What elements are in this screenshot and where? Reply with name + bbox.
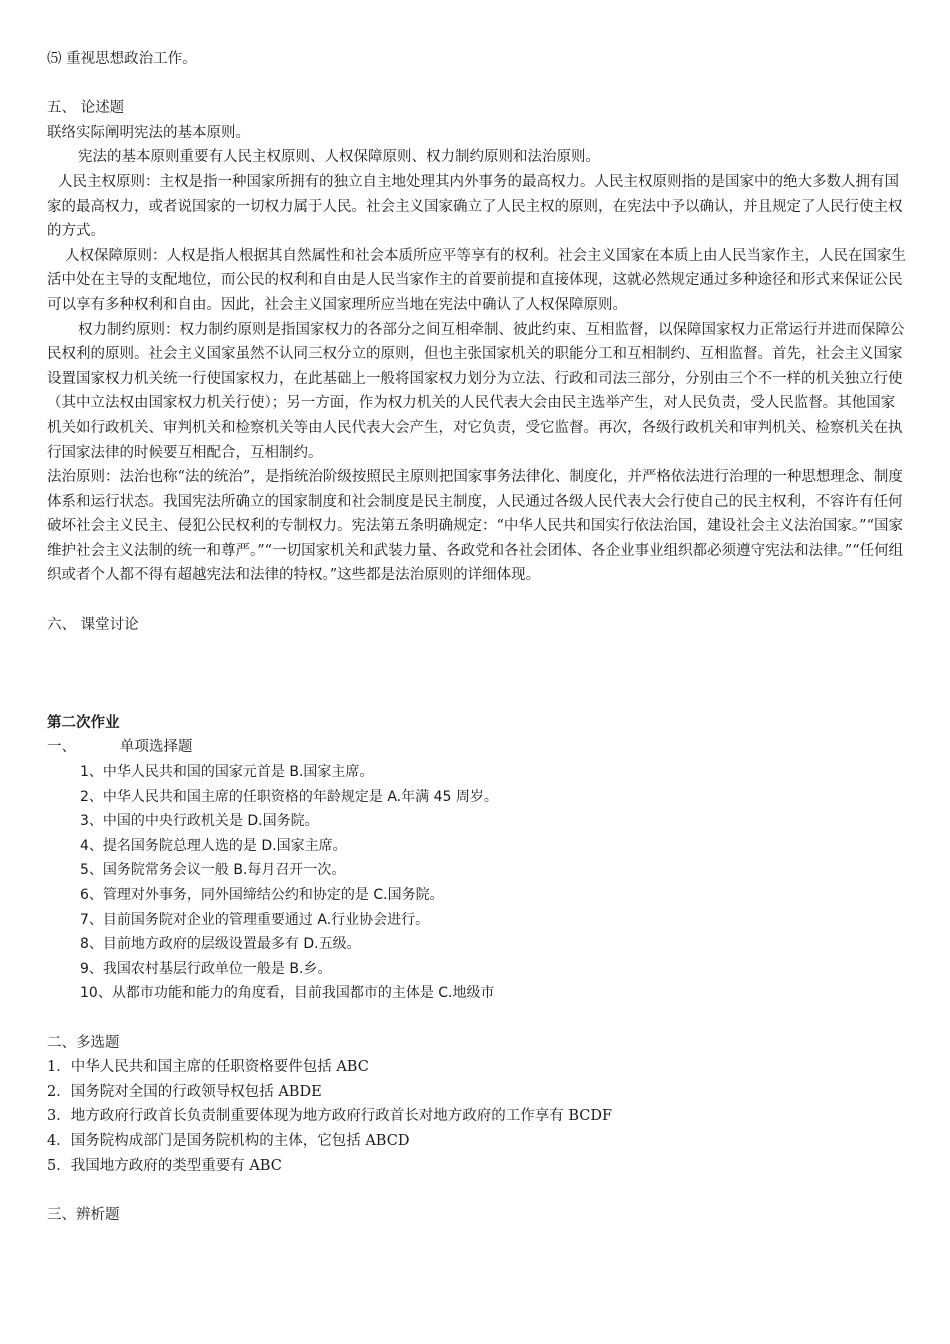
list-item: 5、国务院常务会议一般 B.每月召开一次。: [80, 862, 346, 879]
paragraph-human-rights: 人权保障原则：人权是指人根据其自然属性和社会本质所应平等享有的权利。社会主义国家在本质上由人民当家作主，人民在国家生活中处在主导的支配地位，而公民的权利和自由是人民当家作主的首要前提和直接体现，这就必然规定通过多种途径和形式来保证公民可以享有多种权利和自由。因此，社会主义国家理所应当地在宪法中确认了人权保障原则。: [47, 247, 906, 313]
multi-choice-heading: 二、多选题: [47, 1034, 120, 1051]
list-item: 1．中华人民共和国主席的任职资格要件包括 ABC: [47, 1059, 369, 1076]
list-item: 6、管理对外事务，同外国缔结公约和协定的是 C.国务院。: [80, 887, 444, 903]
list-item: 7、目前国务院对企业的管理重要通过 A.行业协会进行。: [80, 911, 430, 928]
list-item: 3、中国的中央行政机关是 D.国务院。: [80, 813, 319, 830]
homework-2-title: 第二次作业: [47, 713, 120, 731]
prev-section-last-item: ⑸ 重视思想政治工作。: [47, 51, 197, 67]
essay-question: 联络实际阐明宪法的基本原则。: [47, 124, 250, 141]
list-item: 5．我国地方政府的类型重要有 ABC: [47, 1157, 282, 1174]
paragraph-checks-balances: 权力制约原则：权力制约原则是指国家权力的各部分之间互相牵制、彼此约束、互相监督，以保障国家权力正常运行并进而保障公民权利的原则。社会主义国家虽然不认同三权分立的原则，但也主张国家机关的职能分工和互相制约、互相监督。首先，社会主义国家设置国家权力机关统一行使国家权力，在此基础上一般将国家权力划分为立法、行政和司法三部分，分别由三个不一样的机关独立行使（其中立法权由国家权力机关行使）；另一方面，作为权力机关的人民代表大会由民主选举产生，对人民负责，受人民监督。其他国家机关如行政机关、审判机关和检察机关等由人民代表大会产生，对它负责，受它监督。再次，各级行政机关和审判机关、检察机关在执行国家法律的时候要互相配合，互相制约。: [47, 321, 905, 461]
document-body: [47, 47, 907, 1227]
list-item: 2、中华人民共和国主席的任职资格的年龄规定是 A.年满 45 周岁。: [80, 788, 498, 805]
paragraph-popular-sovereignty: 人民主权原则：主权是指一种国家所拥有的独立自主地处理其内外事务的最高权力。人民主权原则指的是国家中的绝大多数人拥有国家的最高权力，或者说国家的一切权力属于人民。社会主义国家确立了人民主权的原则，在宪法中予以确认，并且规定了人民行使主权的方式。: [47, 173, 903, 240]
list-item: 2．国务院对全国的行政领导权包括 ABDE: [47, 1083, 322, 1100]
list-item: 9、我国农村基层行政单位一般是 B.乡。: [80, 960, 332, 977]
essay-heading: 五、 论述题: [47, 100, 125, 117]
list-item: 1、中华人民共和国的国家元首是 B.国家主席。: [80, 764, 374, 781]
single-choice-number: 一、: [47, 739, 76, 756]
list-item: 4、提名国务院总理人选的是 D.国家主席。: [80, 837, 347, 854]
list-item: 10、从都市功能和能力的角度看，目前我国都市的主体是 C.地级市: [80, 985, 495, 1002]
discussion-heading: 六、 课堂讨论: [47, 616, 139, 633]
analysis-heading: 三、辨析题: [47, 1206, 120, 1223]
single-choice-label: 单项选择题: [120, 739, 193, 756]
paragraph-rule-of-law: 法治原则：法治也称“法的统治”，是指统治阶级按照民主原则把国家事务法律化、制度化，并严格依法进行治理的一种思想理念、制度体系和运行状态。我国宪法所确立的国家制度和社会制度是民主制度，人民通过各级人民代表大会行使自己的民主权利，不容许有任何破坏社会主义民主、侵犯公民权利的专制权力。宪法第五条明确规定：“中华人民共和国实行依法治国，建设社会主义法治国家。”“国家维护社会主义法制的统一和尊严。”“一切国家机关和武装力量、各政党和各社会团体、各企业事业组织都必须遵守宪法和法律。”“任何组织或者个人都不得有超越宪法和法律的特权。”这些都是法治原则的详细体现。: [47, 469, 904, 584]
list-item: 3．地方政府行政首长负责制重要体现为地方政府行政首长对地方政府的工作享有 BCDF: [47, 1108, 613, 1125]
list-item: 4．国务院构成部门是国务院机构的主体，它包括 ABCD: [47, 1132, 410, 1149]
essay-intro: 宪法的基本原则重要有人民主权原则、人权保障原则、权力制约原则和法治原则。: [78, 149, 600, 166]
single-choice-heading: [47, 735, 907, 760]
list-item: 8、目前地方政府的层级设置最多有 D.五级。: [80, 936, 361, 953]
